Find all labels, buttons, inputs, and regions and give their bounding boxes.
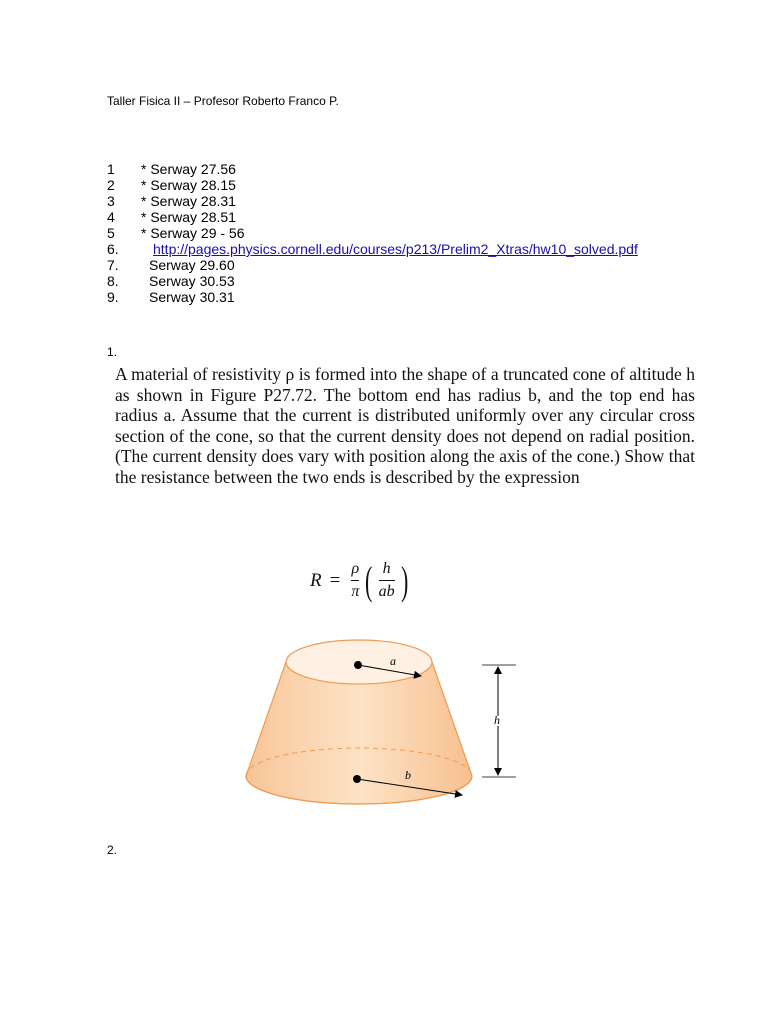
- list-item-number: 7.: [107, 257, 119, 273]
- formula-lhs: R: [310, 569, 322, 591]
- list-item-text: * Serway 28.31: [141, 193, 236, 209]
- formula-num-rho: ρ: [351, 560, 360, 577]
- list-item-text: Serway 30.31: [149, 289, 235, 305]
- list-item: [107, 273, 638, 289]
- formula-open-paren: (: [365, 557, 373, 603]
- formula-fraction-rho-pi: [351, 560, 359, 601]
- list-item-text: * Serway 27.56: [141, 161, 236, 177]
- list-item-number: 3: [107, 193, 115, 209]
- truncated-cone-figure: [236, 636, 526, 821]
- formula-equals: =: [329, 569, 341, 591]
- list-item-text: Serway 29.60: [149, 257, 235, 273]
- list-item: [107, 161, 638, 177]
- section-2-label: 2.: [107, 843, 118, 857]
- list-item-number: 9.: [107, 289, 119, 305]
- list-item-text: * Serway 29 - 56: [141, 225, 245, 241]
- label-h: h: [494, 713, 500, 727]
- list-item: [107, 289, 638, 305]
- list-item[interactable]: [107, 241, 638, 257]
- truncated-cone-svg: [236, 636, 526, 816]
- formula-num-h: h: [382, 560, 391, 577]
- list-item-text: * Serway 28.51: [141, 209, 236, 225]
- list-item: [107, 177, 638, 193]
- list-item-number: 5: [107, 225, 115, 241]
- page-title: Taller Fisica II – Profesor Roberto Franco P.: [107, 94, 339, 108]
- list-item-text: Serway 30.53: [149, 273, 235, 289]
- list-item-text: * Serway 28.15: [141, 177, 236, 193]
- list-item-link-wrapper: [141, 241, 638, 257]
- formula-fraction-h-ab: [379, 560, 395, 601]
- formula-den-ab: ab: [378, 583, 395, 600]
- problem-list: [107, 161, 638, 305]
- list-item: [107, 193, 638, 209]
- problem-statement: A material of resistivity ρ is formed into the shape of a truncated cone of altitude h as shown in Figure P27.72. The bottom end has radius b, and the top end has radius a. Assume that the current is distributed uniformly over any circular cross section of the cone, so that the current density does not depend on radial position. (The current density does vary with position along the axis of the cone.) Show that the resistance between the two ends is described by the expression: [115, 364, 695, 487]
- formula-close-paren: ): [400, 557, 409, 603]
- list-item: [107, 209, 638, 225]
- list-item-number: 1: [107, 161, 115, 177]
- resistance-formula: [310, 557, 411, 603]
- solution-link[interactable]: http://pages.physics.cornell.edu/courses/p213/Prelim2_Xtras/hw10_solved.pdf: [153, 241, 638, 257]
- section-1-label: 1.: [107, 345, 118, 359]
- formula-den-pi: π: [351, 583, 360, 600]
- label-b: b: [405, 768, 411, 782]
- list-item-number: 4: [107, 209, 115, 225]
- list-item-number: 8.: [107, 273, 119, 289]
- label-a: a: [390, 654, 396, 668]
- list-item: [107, 225, 638, 241]
- list-item: [107, 257, 638, 273]
- list-item-number: 6.: [107, 241, 119, 257]
- list-item-number: 2: [107, 177, 115, 193]
